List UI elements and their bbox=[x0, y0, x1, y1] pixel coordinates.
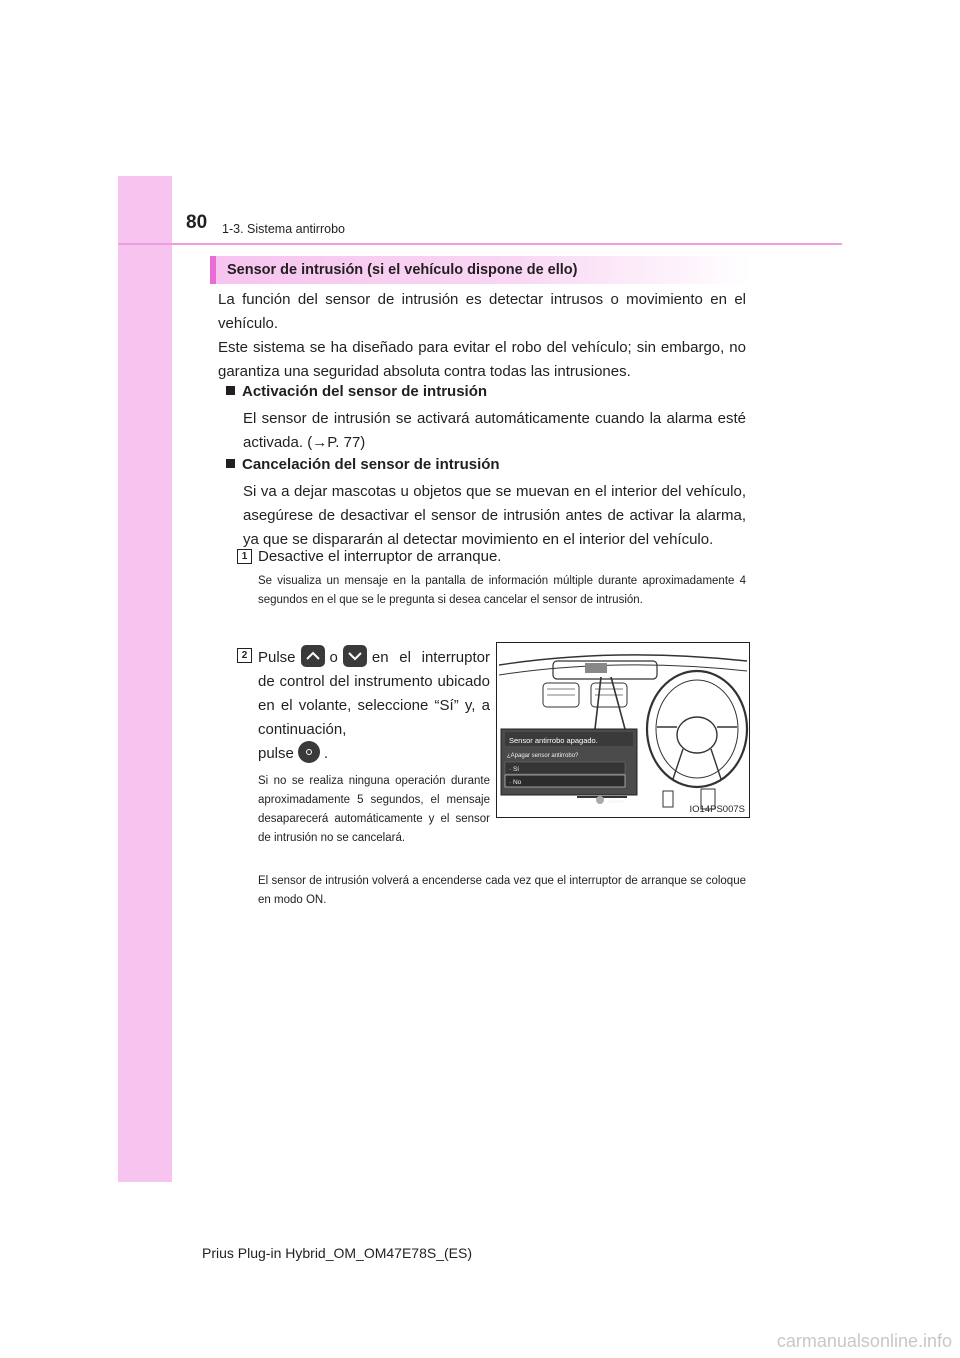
dashboard-illustration bbox=[496, 642, 750, 818]
sidebar-tab bbox=[118, 176, 172, 1182]
select-hint: : Selecc. bbox=[605, 799, 627, 805]
section-path: 1-3. Sistema antirrobo bbox=[222, 222, 345, 236]
cancellation-text: Si va a dejar mascotas u objetos que se muevan en el interior del vehículo, asegúrese de desactivar el sensor de intrusión antes de activar la alarma, ya que se dispararán al detectar movimiento en el interior del vehículo. bbox=[243, 483, 746, 548]
up-arrow-button-icon bbox=[301, 645, 325, 667]
down-arrow-button-icon bbox=[343, 645, 367, 667]
intro-paragraph-1: La función del sensor de intrusión es detectar intrusos o movimiento en el vehículo. bbox=[218, 291, 746, 332]
step-2-note: Si no se realiza ninguna operación durante aproximadamente 5 segundos, el mensaje desaparecerá automáticamente y el sensor de intrusión no se cancelará. bbox=[258, 775, 490, 844]
final-note: El sensor de intrusión volverá a encenderse cada vez que el interruptor de arranque se coloque en modo ON. bbox=[258, 875, 746, 906]
section-title: Sensor de intrusión (si el vehículo dispone de ello) bbox=[227, 262, 578, 278]
section-title-bar bbox=[210, 256, 750, 284]
footer-text: Prius Plug-in Hybrid_OM_OM47E78S_(ES) bbox=[202, 1245, 472, 1261]
screen-title: Sensor antirrobo apagado. bbox=[509, 736, 598, 745]
step-number-2: 2 bbox=[237, 648, 252, 663]
option-no: · No bbox=[509, 779, 522, 786]
step-2-text-end: pulse . bbox=[258, 741, 490, 766]
watermark: carmanualsonline.info bbox=[776, 1331, 952, 1351]
ok-button-icon bbox=[298, 741, 320, 763]
option-yes: · Sí bbox=[509, 766, 520, 773]
step-number-1: 1 bbox=[237, 549, 252, 564]
header-rule bbox=[118, 243, 842, 245]
step-1-note: Se visualiza un mensaje en la pantalla de información múltiple durante aproximadamente 4 segundos en el que se le pregunta si desea cancelar el sensor de intrusión. bbox=[258, 575, 746, 606]
page-number: 80 bbox=[186, 212, 208, 233]
dashboard-drawing bbox=[497, 643, 749, 817]
figure-code: IO14PS007S bbox=[689, 804, 745, 815]
bullet-square-icon bbox=[226, 386, 235, 395]
bullet-square-icon bbox=[226, 459, 235, 468]
intro-paragraph-2: Este sistema se ha diseñado para evitar el robo del vehículo; sin embargo, no garantiza una seguridad absoluta contra todas las intrusiones. bbox=[218, 339, 746, 380]
step-2-text: Pulse o en el interruptor de control del instrumento ubicado en el volante, seleccione “Sí” y, a continuación, bbox=[258, 645, 490, 742]
step-1-text: Desactive el interruptor de arranque. bbox=[258, 548, 502, 565]
activation-text: El sensor de intrusión se activará automáticamente cuando la alarma esté activada. (→P. 77) bbox=[243, 410, 746, 451]
screen-question: ¿Apagar sensor antirrobo? bbox=[507, 753, 579, 759]
activation-heading: Activación del sensor de intrusión bbox=[226, 383, 487, 400]
cancellation-heading: Cancelación del sensor de intrusión bbox=[226, 456, 500, 473]
